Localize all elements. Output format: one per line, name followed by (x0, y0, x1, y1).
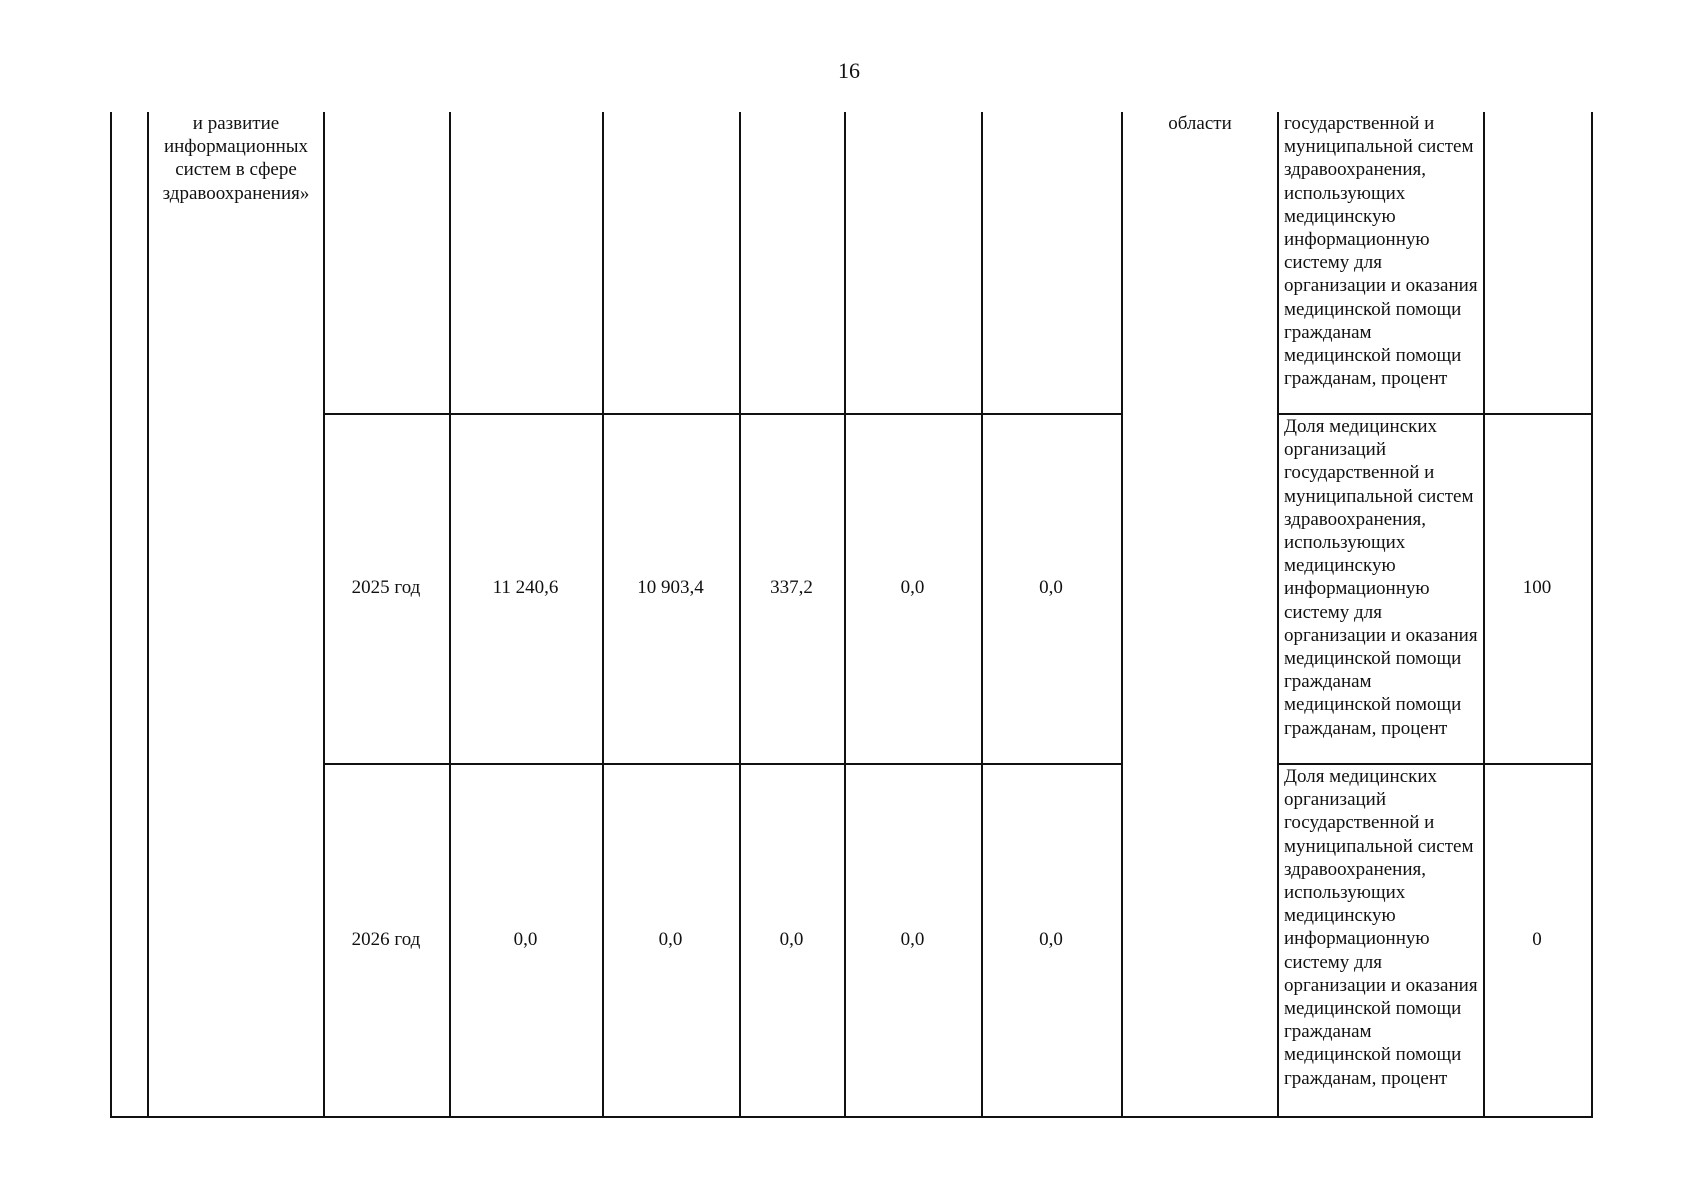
table-row-regional: 337,2 (770, 577, 813, 599)
table-row-federal: 10 903,4 (637, 577, 704, 599)
table-row-year: 2025 год (351, 577, 421, 599)
table-row-total: 0,0 (513, 928, 538, 950)
table-border-col1 (147, 112, 149, 1116)
table-row-value: 100 (1522, 577, 1552, 599)
table-border-left (110, 112, 112, 1116)
table-border-right (1591, 112, 1593, 1116)
table-row-indicator: Доля медицинских организаций государственной и муниципальной систем здравоохранения, использующих медицинскую информационную систему для организации и оказания медицинской помощи гражданам медицинской помощи гражданам, процент (1284, 416, 1478, 739)
table-row-total: 11 240,6 (492, 577, 559, 599)
table-row-value: 0 (1532, 928, 1542, 950)
table-row-year: 2026 год (351, 928, 421, 950)
indicator-continuation: государственной и муниципальной систем здравоохранения, использующих медицинскую информационную систему для организации и оказания медицинской помощи гражданам медицинской помощи гражданам, процент (1284, 113, 1478, 390)
region-text: области (1168, 113, 1232, 134)
table-row-other: 0,0 (1039, 577, 1063, 599)
table-border-col8 (1121, 112, 1123, 1116)
table-row-other: 0,0 (1039, 928, 1063, 950)
table-row-local: 0,0 (900, 577, 925, 599)
table-row-federal: 0,0 (658, 928, 683, 950)
program-table (110, 112, 1593, 1118)
page-number: 16 (838, 58, 860, 83)
topic-text: и развитие информационных систем в сфере здравоохранения» (162, 113, 310, 204)
table-row-regional: 0,0 (779, 928, 804, 950)
table-row-indicator: Доля медицинских организаций государственной и муниципальной систем здравоохранения, использующих медицинскую информационную систему для организации и оказания медицинской помощи гражданам медицинской помощи гражданам, процент (1284, 766, 1478, 1089)
table-row-local: 0,0 (900, 928, 925, 950)
